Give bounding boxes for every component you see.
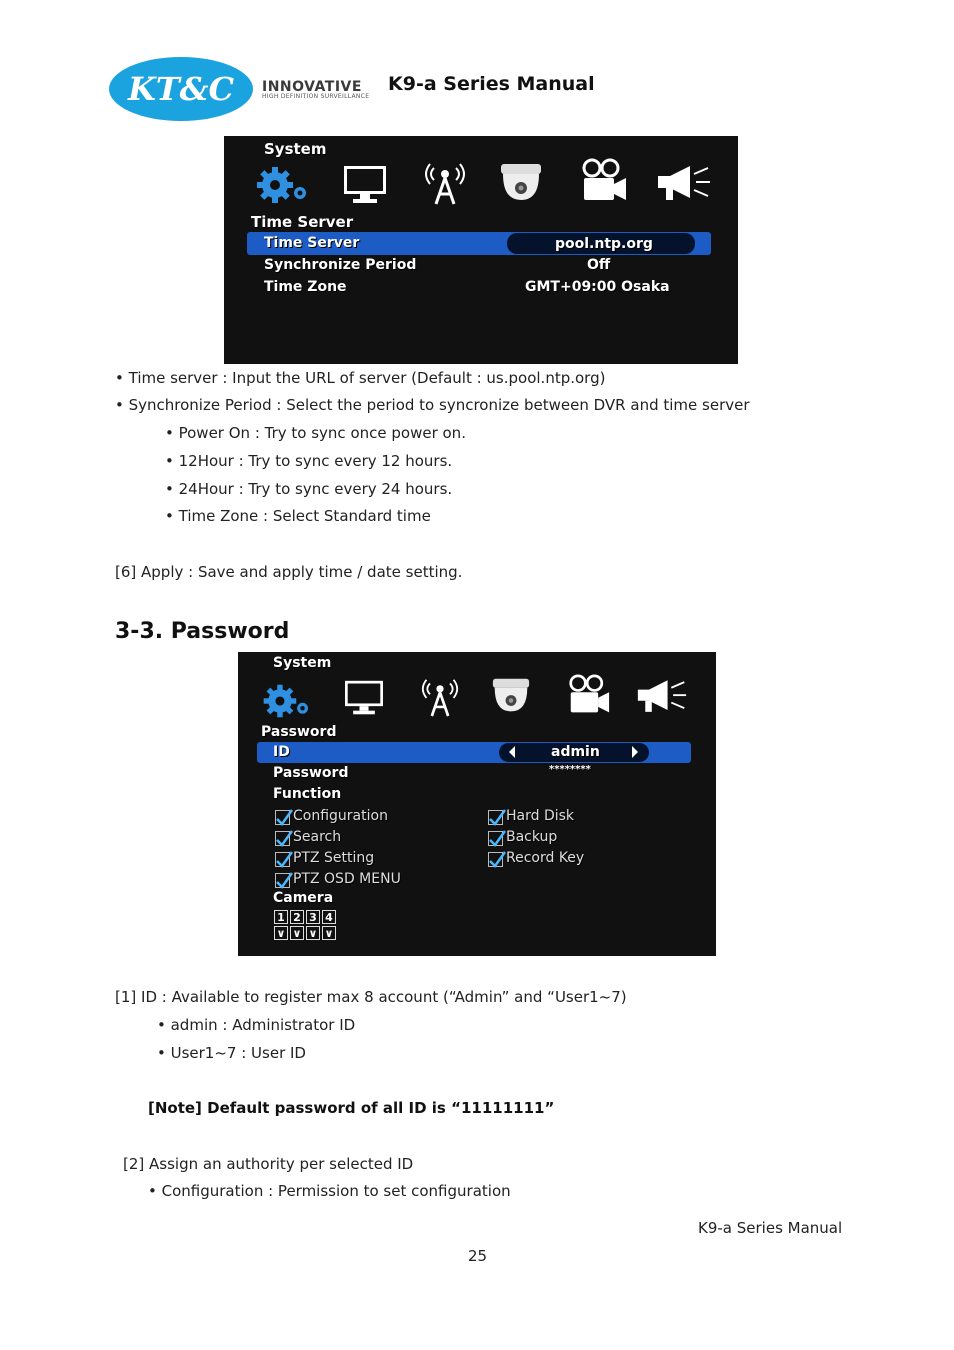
function-label: Function — [273, 786, 342, 802]
id-description: [1] ID : Available to register max 8 account (“Admin” and “User1~7) — [115, 988, 627, 1006]
section-label: Time Server — [251, 213, 354, 231]
row-value-synchronize-period[interactable]: Off — [587, 257, 611, 273]
brand-subtitle: HIGH DEFINITION SURVEILLANCE — [262, 93, 370, 100]
camera-number-4: 4 — [322, 910, 336, 924]
function-label-ptz-osd-menu[interactable]: PTZ OSD MENU — [293, 871, 401, 887]
gear-icon[interactable] — [257, 164, 313, 206]
row-label-synchronize-period[interactable]: Synchronize Period — [264, 257, 417, 273]
check-icon — [488, 849, 506, 869]
monitor-icon[interactable] — [341, 164, 389, 206]
footer-manual-title: K9-a Series Manual — [698, 1219, 843, 1237]
dome-camera-icon[interactable] — [498, 162, 544, 204]
gear-icon[interactable] — [263, 682, 315, 720]
arrow-right-icon[interactable] — [631, 746, 639, 758]
apply-line: [6] Apply : Save and apply time / date setting. — [115, 563, 463, 581]
checkbox-ptz-osd-menu[interactable] — [275, 873, 290, 888]
checkbox-record-key[interactable] — [488, 852, 503, 867]
default-password-note: [Note] Default password of all ID is “11111111” — [148, 1099, 555, 1117]
camera-toggle-3[interactable]: ∨ — [306, 926, 320, 940]
menu-title: System — [273, 655, 332, 671]
video-camera-icon[interactable] — [567, 674, 611, 716]
time-server-screen — [224, 136, 738, 364]
bullet-synchronize-period: • Synchronize Period : Select the period to syncronize between DVR and time server — [115, 396, 750, 414]
function-label-hard-disk[interactable]: Hard Disk — [506, 808, 575, 824]
brand-name: INNOVATIVE — [262, 79, 362, 95]
id-value[interactable]: admin — [551, 744, 600, 760]
sub-bullet-24hour: • 24Hour : Try to sync every 24 hours. — [165, 480, 453, 498]
antenna-icon[interactable] — [424, 160, 466, 206]
camera-number-1: 1 — [274, 910, 288, 924]
monitor-icon[interactable] — [342, 679, 386, 717]
dome-camera-icon[interactable] — [490, 677, 532, 715]
check-icon — [275, 828, 293, 848]
logo-text: KT&C — [128, 70, 234, 108]
camera-toggle-1[interactable]: ∨ — [274, 926, 288, 940]
video-camera-icon[interactable] — [580, 158, 628, 204]
check-icon — [275, 807, 293, 827]
camera-number-2: 2 — [290, 910, 304, 924]
row-value-time-zone[interactable]: GMT+09:00 Osaka — [525, 279, 670, 295]
checkbox-backup[interactable] — [488, 831, 503, 846]
function-label-ptz-setting[interactable]: PTZ Setting — [293, 850, 375, 866]
checkbox-hard-disk[interactable] — [488, 810, 503, 825]
check-icon — [275, 849, 293, 869]
arrow-left-icon[interactable] — [508, 746, 516, 758]
bullet-configuration: • Configuration : Permission to set configuration — [148, 1182, 511, 1200]
sub-bullet-12hour: • 12Hour : Try to sync every 12 hours. — [165, 452, 453, 470]
password-label[interactable]: Password — [273, 765, 349, 781]
sub-bullet-power-on: • Power On : Try to sync once power on. — [165, 424, 466, 442]
row-label-time-zone[interactable]: Time Zone — [264, 279, 347, 295]
row-value-time-server[interactable]: pool.ntp.org — [555, 236, 653, 252]
kt-c-logo-icon — [108, 56, 254, 122]
check-icon — [488, 807, 506, 827]
check-icon — [275, 870, 293, 890]
bullet-user: • User1~7 : User ID — [157, 1044, 306, 1062]
check-icon — [488, 828, 506, 848]
antenna-icon[interactable] — [421, 676, 459, 718]
section-label: Password — [261, 724, 337, 740]
function-label-search[interactable]: Search — [293, 829, 342, 845]
assign-authority-line: [2] Assign an authority per selected ID — [123, 1155, 414, 1173]
function-label-backup[interactable]: Backup — [506, 829, 558, 845]
sub-bullet-time-zone: • Time Zone : Select Standard time — [165, 507, 431, 525]
page-number: 25 — [468, 1247, 488, 1265]
menu-title: System — [264, 140, 327, 158]
camera-label: Camera — [273, 890, 334, 906]
bullet-admin: • admin : Administrator ID — [157, 1016, 356, 1034]
section-heading: 3-3. Password — [115, 619, 290, 644]
megaphone-icon[interactable] — [656, 164, 712, 204]
function-label-configuration[interactable]: Configuration — [293, 808, 388, 824]
megaphone-icon[interactable] — [636, 678, 688, 716]
function-label-record-key[interactable]: Record Key — [506, 850, 585, 866]
bullet-time-server: • Time server : Input the URL of server (Default : us.pool.ntp.org) — [115, 369, 606, 387]
camera-toggle-4[interactable]: ∨ — [322, 926, 336, 940]
password-screen — [238, 652, 716, 956]
password-value[interactable]: ******** — [549, 764, 591, 775]
camera-toggle-2[interactable]: ∨ — [290, 926, 304, 940]
id-label[interactable]: ID — [273, 744, 290, 760]
row-label-time-server[interactable]: Time Server — [264, 235, 360, 251]
header-title: K9-a Series Manual — [388, 73, 595, 95]
checkbox-configuration[interactable] — [275, 810, 290, 825]
camera-number-3: 3 — [306, 910, 320, 924]
checkbox-search[interactable] — [275, 831, 290, 846]
checkbox-ptz-setting[interactable] — [275, 852, 290, 867]
